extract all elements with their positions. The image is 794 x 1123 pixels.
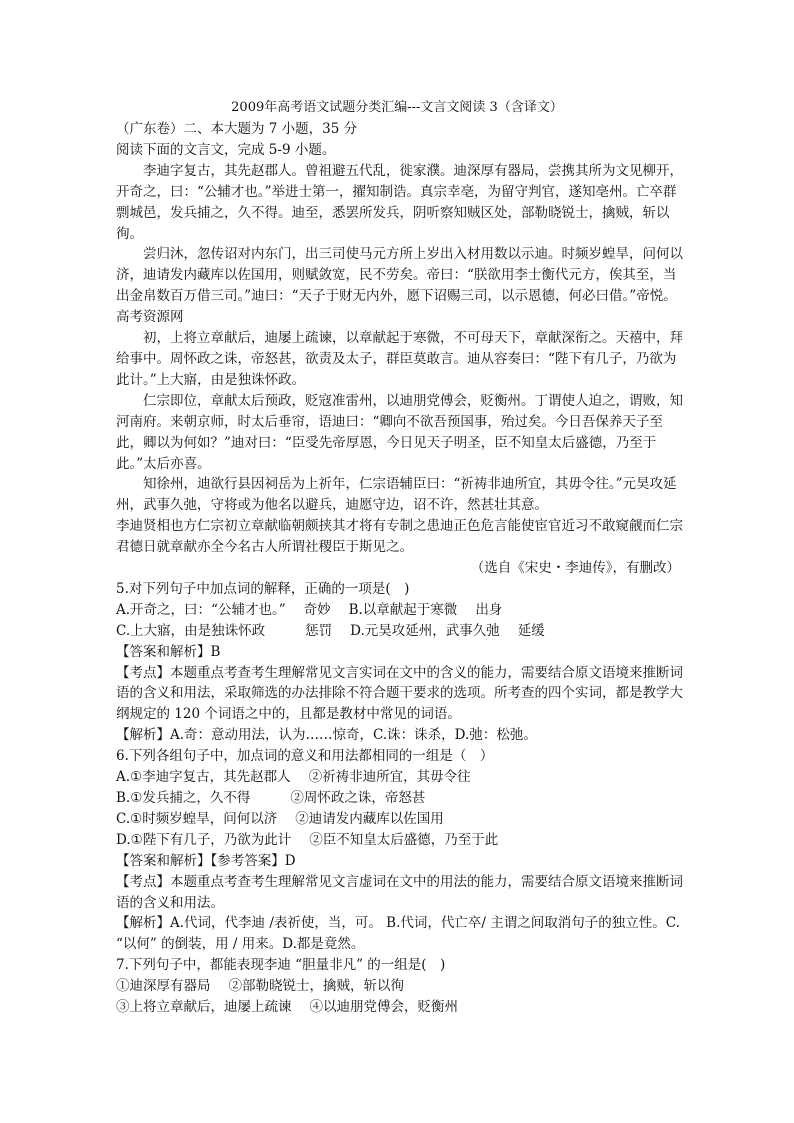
passage-source: （选自《宋史・李迪传》，有删改） <box>470 560 680 577</box>
option-a: A.开奇之，曰：“公辅才也。” <box>116 601 286 618</box>
passage-paragraph: 尝归沐，忽传诏对内东门，出三司使马元方所上岁出入材用数以示迪。时频岁蝗旱，问何以济，迪请发内藏库以佐国用，则赋敛宽，民不劳矣。帝曰：“朕欲用李士衡代元方，俟其至，当出金帛数百万借三司。”迪曰：“天子于财无内外，愿下诏赐三司，以示恩德，何必曰借。”帝悦。高考资源网 <box>116 246 683 326</box>
question-options-row <box>116 788 686 809</box>
option-a-gloss: 奇妙 <box>303 601 331 618</box>
question-stem: 6.下列各组句子中，加点词的意义和用法都相同的一组是（ ） <box>116 748 494 765</box>
test-point: 【考点】本题重点考查考生理解常见文言实词在文中的含义的能力，需要结合原文语境来推断词语的含义和用法，采取筛选的办法排除不符合题干要求的选项。所考查的四个实词，都是教学大纲规定的 120 个词语之中的，且都是教材中常见的词语。 <box>116 664 683 723</box>
option-b-1: B.①发兵捕之，久不得 <box>116 790 251 806</box>
question-stem: 7.下列句子中，都能表现李迪 “胆量非凡” 的一组是( ) <box>116 957 446 974</box>
item-4: ④以迪朋党傅会，贬衡州 <box>309 999 458 1016</box>
item-3: ③上将立章献后，迪屡上疏谏 <box>116 999 292 1016</box>
option-d-1: D.①陛下有几子，乃欲为此计 <box>116 831 292 848</box>
passage-paragraph: 李迪字复古，其先赵郡人。曾祖避五代乱，徙家濮。迪深厚有器局，尝携其所为文见柳开，开奇之，曰：“公辅才也。”举进士第一，擢知制诰。真宗幸亳，为留守判官，遂知亳州。亡卒群剽城邑，发兵捕之，久不得。迪至，悉罢所发兵，阴听察知贼区处，部勒晓锐士，擒贼，斩以徇。 <box>116 162 683 242</box>
question-options-row <box>116 767 686 788</box>
option-b-2: ②周怀政之诛，帝怒甚 <box>290 790 426 806</box>
option-d-2: ②臣不知皇太后盛德，乃至于此 <box>309 831 499 848</box>
option-c-2: ②迪请发内藏库以佐国用 <box>295 810 444 827</box>
option-a-1: A.①李迪字复古，其先赵郡人 <box>116 769 291 786</box>
item-1: ①迪深厚有器局 <box>116 978 211 995</box>
question-options-row <box>116 600 686 621</box>
option-d-gloss: 延缓 <box>517 622 545 639</box>
answer-line: 【答案和解析】B <box>116 643 221 660</box>
test-point: 【考点】本题重点考查考生理解常见文言虚词在文中的用法的能力，需要结合原文语境来推断词语的含义和用法。 <box>116 873 683 911</box>
option-d: D.元昊攻延州，武事久弛 <box>350 622 500 639</box>
question-stem: 5.对下列句子中加点词的解释，正确的一项是( ) <box>116 580 410 597</box>
question-options-row <box>116 976 686 997</box>
question-options-row <box>116 997 686 1018</box>
intro-line: 阅读下面的文言文，完成 5-9 小题。 <box>116 141 336 158</box>
option-c-1: C.①时频岁蝗旱，问何以济 <box>116 810 278 827</box>
option-c: C.上大寤，由是独诛怀政 <box>116 622 266 639</box>
question-options-row <box>116 621 686 642</box>
passage-paragraph: 仁宗即位，章献太后预政，贬寇准雷州，以迪朋党傅会，贬衡州。丁谓使人迫之，谓败，知河南府。来朝京师，时太后垂帘，语迪曰：“卿向不欲吾预国事，殆过矣。今日吾保养天子至此，卿以为何如？”迪对曰：“臣受先帝厚恩，今日见天子明圣，臣不知皇太后盛德，乃至于此。”太后亦喜。 <box>116 392 683 472</box>
analysis: 【解析】A.代词，代李迪 /表祈使，当，可。 B.代词，代亡卒/ 主谓之间取消句子的独立性。C. “以何” 的倒装，用 / 用来。D.都是竟然。 <box>116 915 680 953</box>
page-title: 2009年高考语文试题分类汇编---文言文阅读 3（含译文） <box>231 100 563 115</box>
document-body <box>116 119 686 1018</box>
passage-unpunctuated: 李迪贤相也方仁宗初立章献临朝颇挟其才将有专制之患迪正色危言能使宦官近习不敢窥觎而仁宗君德日就章献亦全今名古人所谓社稷臣于斯见之。 <box>116 518 683 556</box>
question-options-row <box>116 830 686 851</box>
option-a-2: ②祈祷非迪所宜，其毋令往 <box>308 769 471 786</box>
option-c-gloss: 惩罚 <box>305 622 333 639</box>
question-options-row <box>116 809 686 830</box>
item-2: ②部勒晓锐士，擒贼，斩以徇 <box>228 978 404 995</box>
passage-paragraph: 知徐州，迪欲行县因祠岳为上祈年，仁宗语辅臣曰：“祈祷非迪所宜，其毋令往。”元昊攻延州，武事久弛，守将或为他名以避兵，迪愿守边，诏不许，然甚壮其意。 <box>116 476 677 514</box>
answer-line: 【答案和解析】【参考答案】D <box>116 852 296 869</box>
option-b-gloss: 出身 <box>475 601 503 618</box>
passage-paragraph: 初，上将立章献后，迪屡上疏谏，以章献起于寒微，不可母天下，章献深衔之。天禧中，拜给事中。周怀政之诛，帝怒甚，欲责及太子，群臣莫敢言。迪从容奏曰：“陛下有几子，乃欲为此计。”上大寤，由是独诛怀政。 <box>116 330 683 388</box>
option-b: B.以章献起于寒微 <box>348 601 458 618</box>
analysis: 【解析】A.奇：意动用法，认为……惊奇，C.诛：诛杀，D.弛：松弛。 <box>116 727 537 744</box>
intro-line: （广东卷）二、本大题为 7 小题，35 分 <box>116 121 358 137</box>
